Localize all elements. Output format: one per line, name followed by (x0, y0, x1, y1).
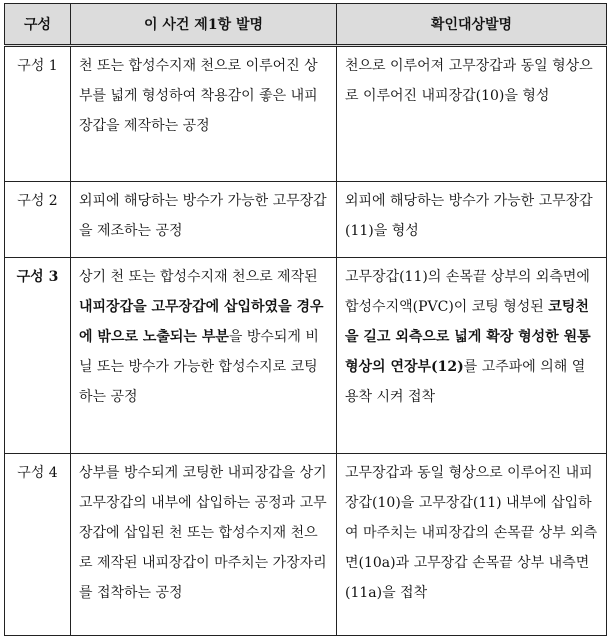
invention-cell (71, 182, 337, 258)
table-row (5, 182, 607, 258)
target-cell (337, 46, 607, 182)
invention-text: 외피에 해당하는 방수가 가능한 고무장갑을 제조하는 공정 (79, 193, 327, 239)
target-text: 고무장갑(11)의 손목끝 상부의 외측면에 합성수지액(PVC)이 코팅 형성된 (345, 269, 590, 315)
invention-cell (71, 258, 337, 454)
header-target-invention: 확인대상발명 (337, 4, 607, 46)
target-cell (337, 258, 607, 454)
target-text: 외피에 해당하는 방수가 가능한 고무장갑(11)을 형성 (345, 193, 593, 239)
invention-cell (71, 46, 337, 182)
invention-text: 상부를 방수되게 코팅한 내피장갑을 상기 고무장갑의 내부에 삽입하는 공정과 고무장갑에 삽입된 천 또는 합성수지재 천으로 제작된 내피장갑이 마주치는 가장자리를 접착하는 공정 (79, 465, 327, 601)
target-text-emphasis: 코팅천을 길고 외측으로 넓게 확장 형성한 원통형상의 연장부(12) (345, 299, 591, 375)
target-cell (337, 454, 607, 636)
invention-text-emphasis: 내피장갑을 고무장갑에 삽입하였을 경우에 밖으로 노출되는 부분 (79, 299, 324, 345)
comparison-table (4, 3, 607, 636)
target-text: 천으로 이루어져 고무장갑과 동일 형상으로 이루어진 내피장갑(10)을 형성 (345, 58, 593, 104)
row-label: 구성 3 (5, 258, 71, 454)
row-label: 구성 4 (5, 454, 71, 636)
target-text: 고무장갑과 동일 형상으로 이루어진 내피장갑(10)을 고무장갑(11) 내부에 삽입하여 마주치는 내피장갑의 손목끝 상부 외측면(10a)과 고무장갑 손목끝 상부 내측면(11a)을 접착 (345, 465, 598, 601)
table-row (5, 258, 607, 454)
header-claim1-invention: 이 사건 제1항 발명 (71, 4, 337, 46)
row-label: 구성 1 (5, 46, 71, 182)
header-row (5, 4, 607, 46)
row-label: 구성 2 (5, 182, 71, 258)
target-cell (337, 182, 607, 258)
invention-text: 천 또는 합성수지재 천으로 이루어진 상부를 넓게 형성하여 착용감이 좋은 내피장갑을 제작하는 공정 (79, 58, 318, 134)
invention-cell (71, 454, 337, 636)
invention-text: 상기 천 또는 합성수지재 천으로 제작된 (79, 269, 318, 285)
target-text: 를 고주파에 의해 열용착 시켜 접착 (345, 359, 586, 405)
invention-text: 을 방수되게 비닐 또는 방수가 가능한 합성수지로 코팅하는 공정 (79, 329, 319, 405)
table-row (5, 454, 607, 636)
header-composition: 구성 (5, 4, 71, 46)
table-row (5, 46, 607, 182)
